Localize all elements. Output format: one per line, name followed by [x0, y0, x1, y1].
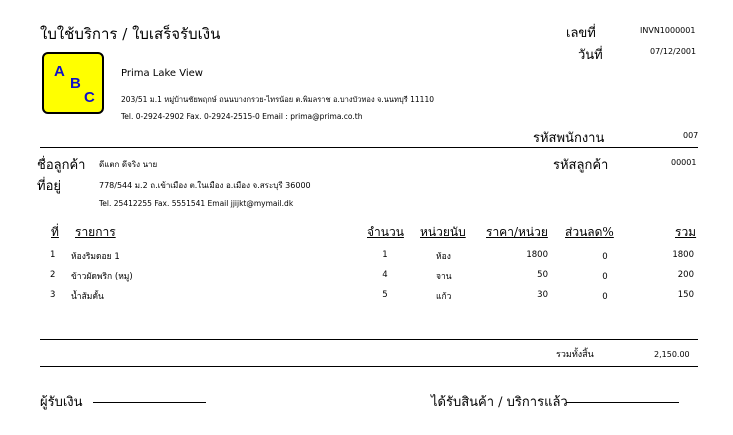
customer-address: 778/544 ม.2 ถ.เข้าเมือง ต.ในเมือง อ.เมือง จ.สระบุรี 36000 [99, 181, 311, 190]
row-discount: 0 [602, 272, 608, 282]
company-address: 203/51 ม.1 หมู่บ้านชัยพฤกษ์ ถนนบางกรวย-ไทรน้อย ต.พิมลราช อ.บางบัวทอง จ.นนทบุรี 11110 [121, 95, 434, 104]
customer-name: ดีแตก ดีจริง นาย [99, 160, 158, 169]
row-price: 30 [537, 290, 548, 300]
col-header-total: รวม [675, 225, 697, 239]
date-label: วันที่ [578, 48, 603, 63]
row-total: 1800 [672, 250, 694, 260]
row-total: 150 [677, 290, 694, 300]
company-contact: Tel. 0-2924-2902 Fax. 0-2924-2515-0 Email : prima@prima.co.th [121, 112, 363, 121]
row-qty: 4 [382, 270, 388, 280]
col-header-unit: หน่วยนับ [420, 225, 466, 239]
row-item: ข้าวผัดพริก (หมู) [71, 272, 133, 282]
row-qty: 5 [382, 290, 388, 300]
company-logo [42, 52, 104, 114]
received-label: ได้รับสินค้า / บริการแล้ว [431, 395, 568, 410]
grand-total-value: 2,150.00 [654, 350, 690, 359]
logo-letter-c: C [84, 89, 95, 106]
row-no: 2 [50, 270, 56, 280]
row-no: 1 [50, 250, 56, 260]
logo-letter-a: A [54, 63, 65, 80]
row-discount: 0 [602, 252, 608, 262]
divider-summary [40, 366, 698, 367]
date-value: 07/12/2001 [650, 47, 697, 56]
col-header-price: ราคา/หน่วย [486, 225, 548, 239]
row-item: ห้องริมดอย 1 [71, 252, 120, 262]
logo-letter-b: B [70, 75, 81, 92]
customer-address-label: ที่อยู่ [37, 179, 61, 194]
receiver-signature-line [93, 402, 206, 403]
doc-no-value: INVN1000001 [640, 26, 696, 35]
received-signature-line [566, 402, 679, 403]
col-header-qty: จำนวน [367, 225, 404, 239]
grand-total-label: รวมทั้งสิ้น [556, 350, 594, 360]
customer-code-label: รหัสลูกค้า [553, 158, 609, 173]
customer-code: 00001 [671, 158, 697, 167]
divider-top [40, 147, 698, 148]
col-header-discount: ส่วนลด% [565, 225, 614, 239]
receiver-label: ผู้รับเงิน [40, 395, 83, 410]
row-qty: 1 [382, 250, 388, 260]
row-no: 3 [50, 290, 56, 300]
col-header-item: รายการ [75, 225, 116, 239]
row-unit: ห้อง [436, 252, 451, 262]
customer-name-label: ชื่อลูกค้า [37, 158, 86, 173]
employee-value: 007 [683, 131, 699, 140]
col-header-no: ที่ [51, 225, 59, 239]
row-item: น้ำส้มคั้น [71, 292, 104, 302]
company-name: Prima Lake View [121, 68, 203, 79]
employee-label: รหัสพนักงาน [533, 131, 605, 146]
row-discount: 0 [602, 292, 608, 302]
row-price: 50 [537, 270, 548, 280]
row-unit: แก้ว [436, 292, 452, 302]
row-price: 1800 [526, 250, 548, 260]
row-total: 200 [677, 270, 694, 280]
document-title: ใบใช้บริการ / ใบเสร็จรับเงิน [40, 25, 221, 43]
customer-contact: Tel. 25412255 Fax. 5551541 Email jjijkt@mymail.dk [99, 199, 294, 208]
divider-bottom [40, 339, 698, 340]
doc-no-label: เลขที่ [566, 26, 596, 41]
row-unit: จาน [436, 272, 452, 282]
